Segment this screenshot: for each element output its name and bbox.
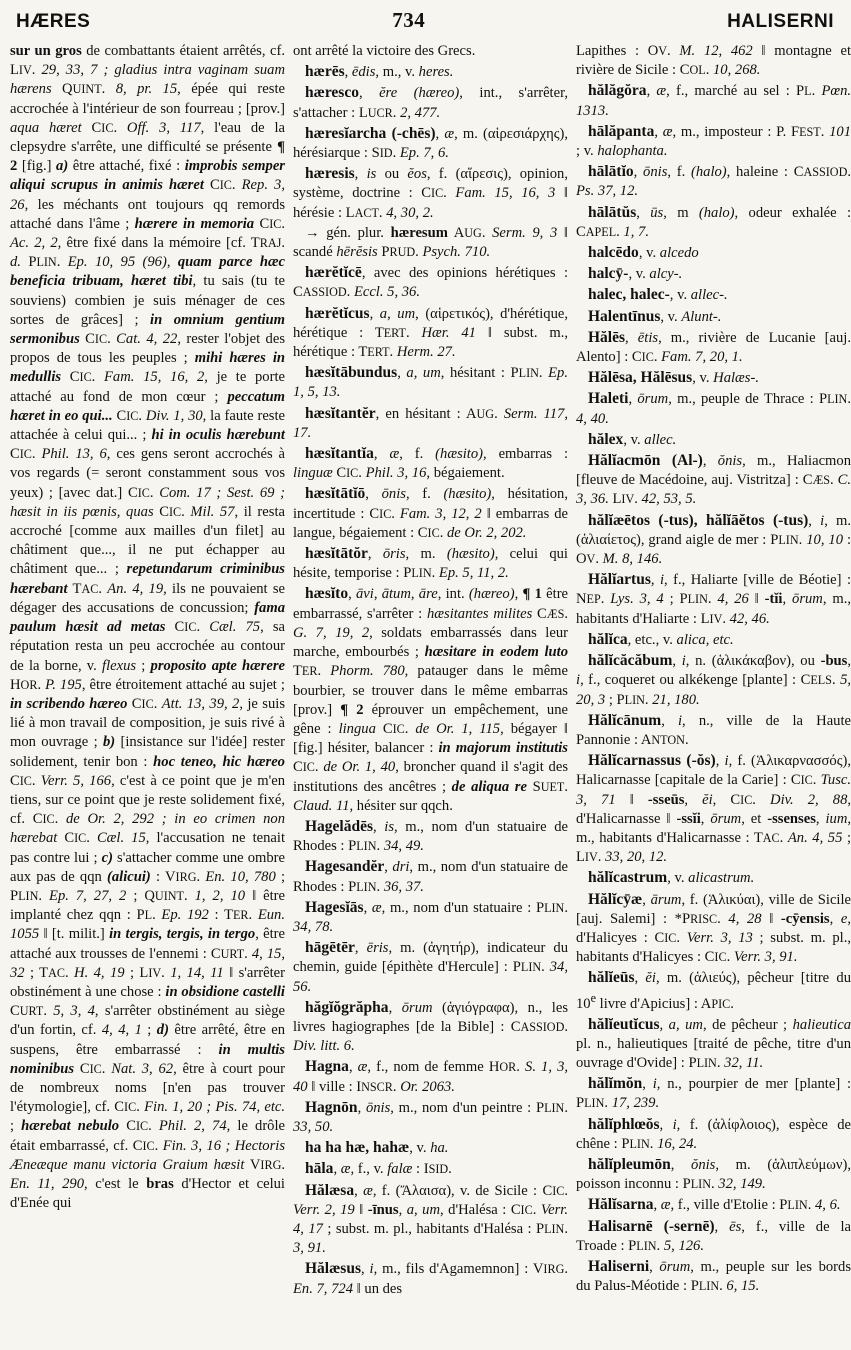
dictionary-entry: Hagna, æ, f., nom de femme HOR. S. 1, 3, 40 ‖ ville : INSCR. Or. 2063. <box>293 1058 569 1095</box>
dictionary-entry: sur un gros de combattants étaient arrêtés, cf. LIV. 29, 33, 7 ; gladius intra vaginam suam hærens QUINT. 8, pr. 15, épée qui reste accrochée à l'intérieur de son fourreau ; [prov.] aqua hæret CIC. Off. 3, 117, l'eau de la clepsydre s'arrête, une difficulté se présente ¶ 2 [fig.] a) être attaché, fixé : improbis semper aliqui scrupus in animis hæret CIC. Rep. 3, 26, les méchants ont toujours qq remords attaché dans l'âme ; hærere in memoria CIC. Ac. 2, 2, être fixé dans la mémoire [cf. TRAJ. d. PLIN. Ep. 10, 95 (96), quam parce hæc beneficia tribuam, hæret tibi, tu sais (tu te souviens) combien je suis ménager de ces sortes de grâces] ; in omnium gentium sermonibus CIC. Cat. 4, 22, rester l'objet des propos de tous les peuples ; mihi hæres in medullis CIC. Fam. 15, 16, 2, je te porte attaché au fond de mon cœur ; peccatum hæret in eo qui... CIC. Div. 1, 30, la faute reste attachée à celui qui... ; hi in oculis hærebunt CIC. Phil. 13, 6, ces gens seront accrochés à vos regards (= seront constamment sous vos yeux) ; [avec dat.] CIC. Com. 17 ; Sest. 69 ; hæsit in iis pœnis, quas CIC. Mil. 57, il resta accroché [comme aux mailles d'un filet] au châtiment que..., il ne put échapper au châtiment que... ; repetundarum criminibus hærebant TAC. An. 4, 19, ils ne pouvaient se dégager des accusations de concussion; fama paulum hæsit ad metas CIC. Cæl. 75, sa réputation resta un peu accrochée au contour de la borne, v. flexus ; proposito apte hærere HOR. P. 195, être étroitement attaché au sujet ; in scribendo hæreo CIC. Att. 13, 39, 2, je suis lié à mon travail de composition, je suis rivé à mon ouvrage ; b) [insistance sur l'idée] rester solidement, tenir bon : hoc teneo, hic hæreo CIC. Verr. 5, 166, c'est à ce point que je m'en tiens, sur ce point que je reste solidement fixé, cf. CIC. de Or. 2, 292 ; in eo crimen non hærebat CIC. Cæl. 15, l'accusation ne tenait pas contre lui ; c) s'attacher comme une ombre aux pas de qqn (alicui) : VIRG. En. 10, 780 ; PLIN. Ep. 7, 27, 2 ; QUINT. 1, 2, 10 ‖ être implanté chez qqn : PL. Ep. 192 : TER. Eun. 1055 ‖ [t. milit.] in tergis, tergis, in tergo, être attaché aux trousses de l'ennemi : CURT. 4, 15, 32 ; TAC. H. 4, 19 ; LIV. 1, 14, 11 ‖ s'arrêter obstinément à une chose : in obsidione castelli CURT. 5, 3, 4, s'arrêter obstinément au siège d'un fortin, cf. 4, 4, 1 ; d) être arrêté, être en suspens, être embarrassé : in multis nominibus CIC. Nat. 3, 62, être à court pour de nombreux noms [n'en pas trouver l'étymologie], cf. CIC. Fin. 1, 20 ; Pis. 74, etc. ; hærebat nebulo CIC. Phil. 2, 74, le drôle était embarrassé, cf. CIC. Fin. 3, 16 ; Hectoris Æneæque manu victoria Graium hæsit VIRG. En. 11, 290, c'est le bras d'Hector et celui d'Enée qui <box>10 43 286 1212</box>
dictionary-entry: Hălĭcānum, i, n., ville de la Haute Pannonie : ANTON. <box>576 711 851 748</box>
dictionary-entry: hălex, v. allec. <box>588 430 677 448</box>
dictionary-entry: ha ha hæ, hahæ, v. ha. <box>305 1139 449 1157</box>
dictionary-entry: hăgĭŏgrăpha, ōrum (ἁγιόγραφα), n., les livres hagiographes [de la Bible] : CASSIOD. Div. litt. 6. <box>293 998 568 1055</box>
dictionary-entry: hălĭcăcăbum, i, n. (ἁλικάκαβον), ou -bus, i, f., coqueret ou alkékenge [plante] : CELS. 5, 20, 3 ; PLIN. 21, 180. <box>576 652 851 708</box>
dictionary-entry: Hagesĭās, æ, m., nom d'un statuaire : PLIN. 34, 78. <box>293 898 568 935</box>
dictionary-entry: → gén. plur. hæresum AUG. Serm. 9, 3 ‖ scandé hērĕsis PRUD. Psych. 710. <box>293 224 568 261</box>
dictionary-entry: hălăgŏra, æ, f., marché au sel : PL. Pœn. 1313. <box>576 82 851 119</box>
dictionary-entry: hæresis, is ou ĕos, f. (αἵρεσις), opinion, système, doctrine : CIC. Fam. 15, 16, 3 ‖ hérésie : LACT. 4, 30, 2. <box>293 165 569 221</box>
dictionary-entry: hæsĭtantĭa, æ, f. (hæsito), embarras : linguæ CIC. Phil. 3, 16, bégaiement. <box>293 445 569 482</box>
column-right <box>576 42 851 1342</box>
guide-word-left: HÆRES <box>16 11 91 32</box>
dictionary-entry: hălĭpleumōn, ŏnis, m. (ἁλιπλεύμων), poisson inconnu : PLIN. 32, 149. <box>576 1156 851 1193</box>
dictionary-entry: Hălĭcarnassus (-ŏs), i, f. (Ἁλικαρνασσός), Halicarnasse [capitale de la Carie] : CIC. Tusc. 3, 71 ‖ -sseūs, ĕi, CIC. Div. 2, 88, d'Halicarnasse ‖ -ssĭi, ōrum, et -ssenses, ium, m., habitants d'Halicarnasse : TAC. An. 4, 55 ; LIV. 33, 20, 12. <box>576 752 851 866</box>
dictionary-entry: hærĕtĭcē, avec des opinions hérétiques : CASSIOD. Eccl. 5, 36. <box>293 264 568 301</box>
dictionary-entry: halcēdo, v. alcedo <box>588 244 699 262</box>
dictionary-entry: hāla, æ, f., v. falæ : ISID. <box>305 1160 452 1178</box>
dictionary-entry: hāgētēr, ēris, m. (ἀγητήρ), indicateur du chemin, guide [épithète d'Hercule] : PLIN. 34, 56. <box>293 939 569 995</box>
dictionary-entry: hærēs, ēdis, m., v. heres. <box>305 63 454 81</box>
dictionary-entry: hæresco, ĕre (hæreo), int., s'arrêter, s'attacher : LUCR. 2, 477. <box>293 84 569 121</box>
dictionary-entry: Hălĭartus, i, f., Haliarte [ville de Béotie] : NEP. Lys. 3, 4 ; PLIN. 4, 26 ‖ -tĭi, ōrum, m., habitants d'Haliarte : LIV. 42, 46. <box>576 571 851 627</box>
guide-word-right: HALISERNI <box>727 11 834 32</box>
dictionary-entry: hæsĭtantĕr, en hésitant : AUG. Serm. 117, 17. <box>293 404 569 441</box>
dictionary-entry: hālăpanta, æ, m., imposteur : P. FEST. 101 ; v. halophanta. <box>576 122 851 160</box>
dictionary-entry: Hălēsa, Hălēsus, v. Halæs-. <box>588 369 759 387</box>
dictionary-entry: hălĭca, etc., v. alica, etc. <box>588 630 734 648</box>
dictionary-entry: Haliserni, ōrum, m., peuple sur les bords du Palus-Méotide : PLIN. 6, 15. <box>576 1258 851 1295</box>
dictionary-entry: hălĭphlœŏs, i, f. (ἀλίφλοιος), espèce de chêne : PLIN. 16, 24. <box>576 1115 851 1152</box>
dictionary-entry: Hălæsa, æ, f. (Ἄλαισα), v. de Sicile : CIC. Verr. 2, 19 ‖ -īnus, a, um, d'Halésa : CIC. Verr. 4, 17 ; subst. m. pl., habitants d'Halésa : PLIN. 3, 91. <box>293 1181 569 1257</box>
dictionary-entry: Lapithes : OV. M. 12, 462 ‖ montagne et rivière de Sicile : COL. 10, 268. <box>576 43 851 79</box>
running-head <box>10 8 840 42</box>
column-middle <box>293 42 568 1342</box>
dictionary-entry: hālātŭs, ūs, m (halo), odeur exhalée : CAPEL. 1, 7. <box>576 203 851 240</box>
dictionary-entry: Halisarnē (-sernē), ēs, f., ville de la Troade : PLIN. 5, 126. <box>576 1217 851 1254</box>
dictionary-entry: halcȳ-, v. alcy-. <box>588 265 683 283</box>
dictionary-entry: halec, halec-, v. allec-. <box>588 286 728 304</box>
dictionary-entry: hălĭeūs, ĕi, m. (ἁλιεύς), pêcheur [titre du 10e livre d'Apicius] : APIC. <box>576 969 851 1012</box>
dictionary-entry: hālātĭo, ōnis, f. (halo), haleine : CASSIOD. Ps. 37, 12. <box>576 163 851 200</box>
dictionary-entry: Hălĭacmōn (Al-), ŏnis, m., Haliacmon [fleuve de Macédoine, auj. Vistritza] : CÆS. C. 3, 36. LIV. 42, 53, 5. <box>576 452 851 508</box>
dictionary-entry: hălĭcastrum, v. alicastrum. <box>588 869 755 887</box>
dictionary-entry: Hălæsus, i, m., fils d'Agamemnon] : VIRG. En. 7, 724 ‖ un des <box>293 1260 568 1297</box>
dictionary-entry: Haleti, ōrum, m., peuple de Thrace : PLIN. 4, 40. <box>576 390 851 427</box>
dictionary-entry: Hagnōn, ōnis, m., nom d'un peintre : PLIN. 33, 50. <box>293 1098 568 1135</box>
dictionary-entry: hærĕtĭcus, a, um, (αἱρετικός), d'hérétique, hérétique : TERT. Hær. 41 ‖ subst. m., hérétique : TERT. Herm. 27. <box>293 304 568 361</box>
dictionary-entry: Hălĭcȳæ, ārum, f. (Ἁλικύαι), ville de Sicile [auj. Salemi] : *PRISC. 4, 28 ‖ -cȳensis, e, d'Halicyes : CIC. Verr. 3, 13 ; subst. m. pl., habitants d'Halicyes : CIC. Verr. 3, 91. <box>576 890 851 966</box>
text-columns <box>10 42 851 1342</box>
dictionary-entry: Hălĭsarna, æ, f., ville d'Etolie : PLIN. 4, 6. <box>588 1196 841 1214</box>
dictionary-entry: Hagelădēs, is, m., nom d'un statuaire de Rhodes : PLIN. 34, 49. <box>293 817 568 855</box>
dictionary-entry: hălĭmŏn, i, n., pourpier de mer [plante] : PLIN. 17, 239. <box>576 1075 851 1112</box>
dictionary-entry: hæsĭtātĭō, ōnis, f. (hæsito), hésitation, incertitude : CIC. Fam. 3, 12, 2 ‖ embarras de langue, bégaiement : CIC. de Or. 2, 202. <box>293 485 568 541</box>
dictionary-entry: hæsĭtābundus, a, um, hésitant : PLIN. Ep. 1, 5, 13. <box>293 364 569 401</box>
dictionary-entry: hălĭeutĭcus, a, um, de pêcheur ; halieutica pl. n., halieutiques [traité de pêche, titre d'un ouvrage d'Ovide] : PLIN. 32, 11. <box>576 1015 851 1072</box>
dictionary-entry: hæsĭtātŏr, ōris, m. (hæsito), celui qui hésite, temporise : PLIN. Ep. 5, 11, 2. <box>293 545 568 582</box>
dictionary-entry: hæresĭarcha (-chēs), æ, m. (αἱρεσιάρχης), hérésiarque : SID. Ep. 7, 6. <box>293 124 568 162</box>
dictionary-entry: Hălēs, ētis, m., rivière de Lucanie [auj. Alento] : CIC. Fam. 7, 20, 1. <box>576 328 851 366</box>
dictionary-entry: hălĭæētos (-tus), hălĭāĕtos (-tus), i, m. (ἁλιαίετος), grand aigle de mer : PLIN. 10, 10 : OV. M. 8, 146. <box>576 511 851 568</box>
column-left <box>10 42 285 1342</box>
dictionary-entry: ont arrêté la victoire des Grecs. <box>293 43 476 59</box>
dictionary-entry: Hagesandĕr, dri, m., nom d'un statuaire de Rhodes : PLIN. 36, 37. <box>293 858 568 895</box>
dictionary-entry: hæsĭto, āvi, ātum, āre, int. (hæreo), ¶ 1 être embarrassé, s'arrêter : hæsitantes milites CÆS. G. 7, 19, 2, soldats embarrassés dans leur marche, embourbés ; hæsitare in eodem luto TER. Phorm. 780, patauger dans le même bourbier, se trouver dans le même embarras [prov.] ¶ 2 éprouver un empêchement, une gêne : lingua CIC. de Or. 1, 115, bégayer ‖ [fig.] hésiter, balancer : in majorum institutis CIC. de Or. 1, 40, broncher quand il s'agit des institutions des ancêtres ; de aliqua re SUET. Claud. 11, hésiter sur qqch. <box>293 585 569 814</box>
page-number: 734 <box>392 8 426 32</box>
dictionary-entry: Halentīnus, v. Alunt-. <box>588 307 722 325</box>
